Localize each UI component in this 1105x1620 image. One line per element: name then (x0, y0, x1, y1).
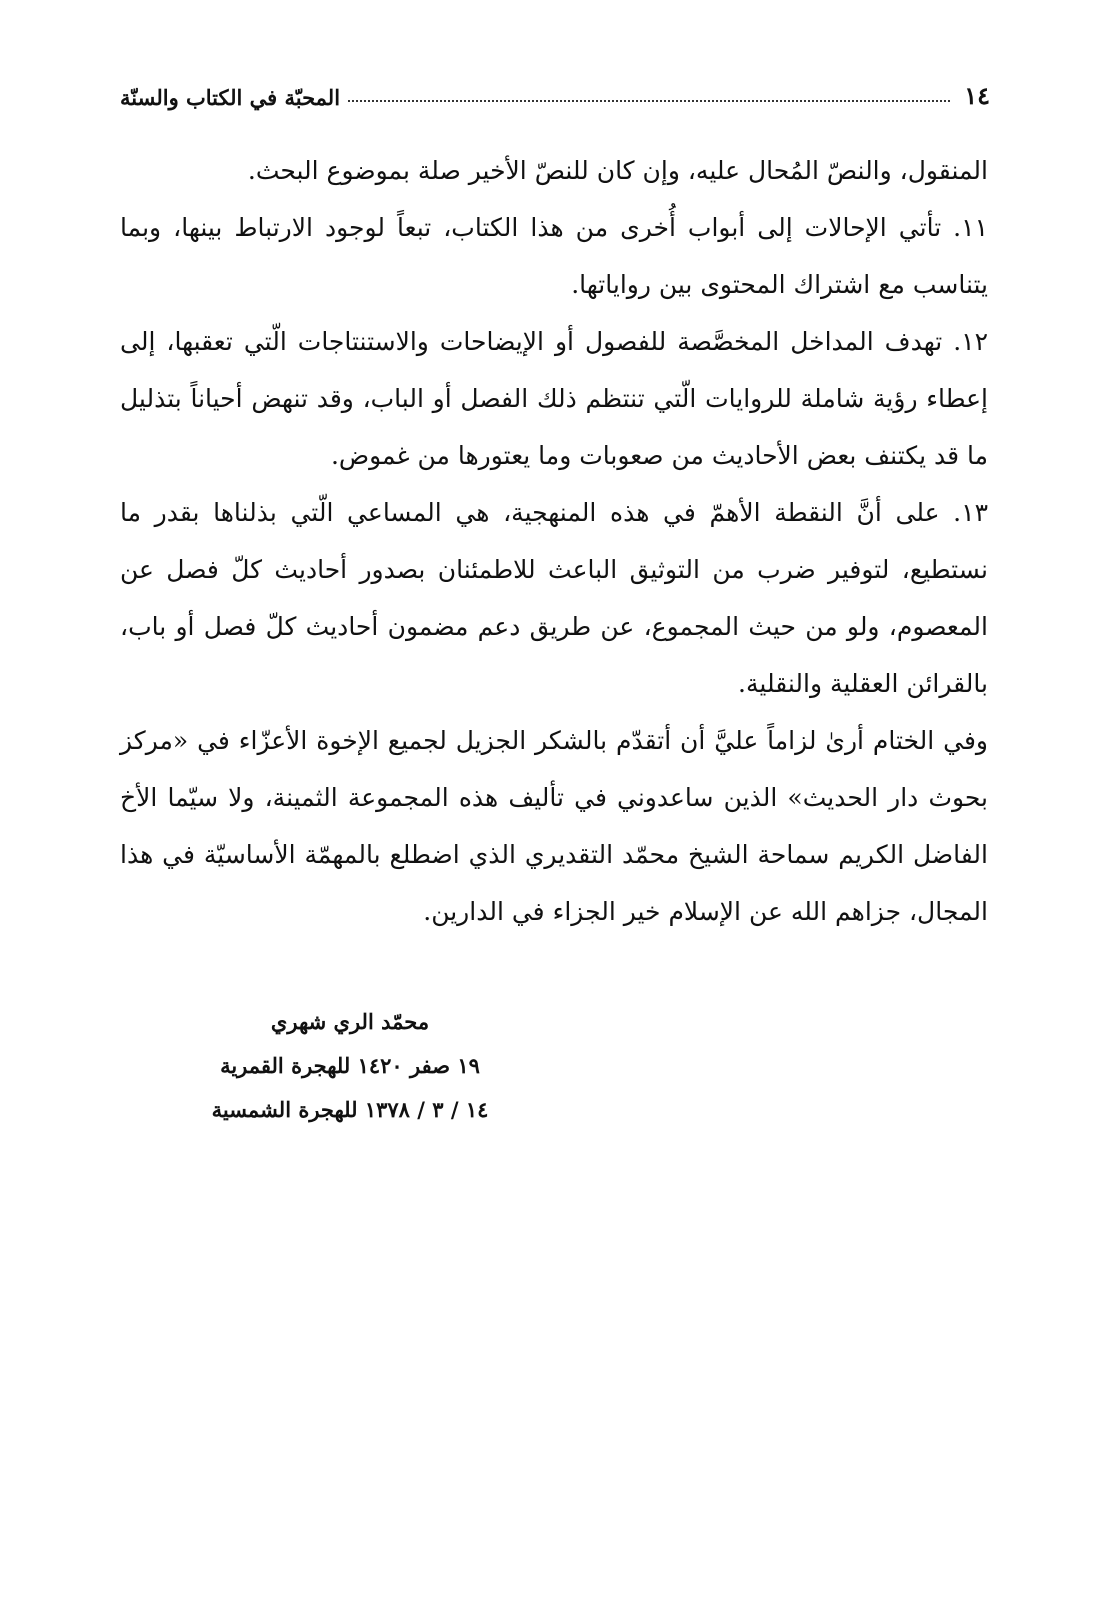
page-number: ١٤ (964, 81, 990, 110)
author-name: محمّد الري شهري (270, 1009, 430, 1034)
paragraph: ١١. تأتي الإحالات إلى أبواب أُخرى من هذا الكتاب، تبعاً لوجود الارتباط بينها، وبما يتناسب مع اشتراك المحتوى بين رواياتها. (120, 213, 988, 299)
date-lunar: ١٩ صفر ١٤٢٠ للهجرة القمرية (220, 1053, 480, 1078)
paragraph: المنقول، والنصّ المُحال عليه، وإن كان للنصّ الأخير صلة بموضوع البحث. (247, 156, 988, 185)
running-title: المحبّة في الكتاب والسنّة (120, 85, 341, 110)
author-signature-block (180, 1000, 520, 1132)
body-text (120, 142, 988, 940)
date-solar: ١٤ / ٣ / ١٣٧٨ للهجرة الشمسية (211, 1097, 489, 1122)
page-header (120, 70, 990, 110)
paragraph: ١٣. على أنَّ النقطة الأهمّ في هذه المنهجية، هي المساعي الّتي بذلناها بقدر ما نستطيع، لتوفير ضرب من التوثيق الباعث للاطمئنان بصدور أحاديث كلّ فصل عن المعصوم، ولو من حيث المجموع، عن طريق دعم مضمون أحاديث كلّ فصل أو باب، بالقرائن العقلية والنقلية. (120, 498, 988, 698)
paragraph: ١٢. تهدف المداخل المخصَّصة للفصول أو الإيضاحات والاستنتاجات الّتي تعقبها، إلى إعطاء رؤية شاملة للروايات الّتي تنتظم ذلك الفصل أو الباب، وقد تنهض أحياناً بتذليل ما قد يكتنف بعض الأحاديث من صعوبات وما يعتورها من غموض. (120, 327, 989, 470)
header-dotted-leader (348, 99, 950, 102)
paragraph: وفي الختام أرىٰ لزاماً عليَّ أن أتقدّم بالشكر الجزيل لجميع الإخوة الأعزّاء في «مركز بحوث دار الحديث» الذين ساعدوني في تأليف هذه المجموعة الثمينة، ولا سيّما الأخ الفاضل الكريم سماحة الشيخ محمّد التقديري الذي اضطلع بالمهمّة الأساسيّة في هذا المجال، جزاهم الله عن الإسلام خير الجزاء في الدارين. (120, 726, 988, 926)
